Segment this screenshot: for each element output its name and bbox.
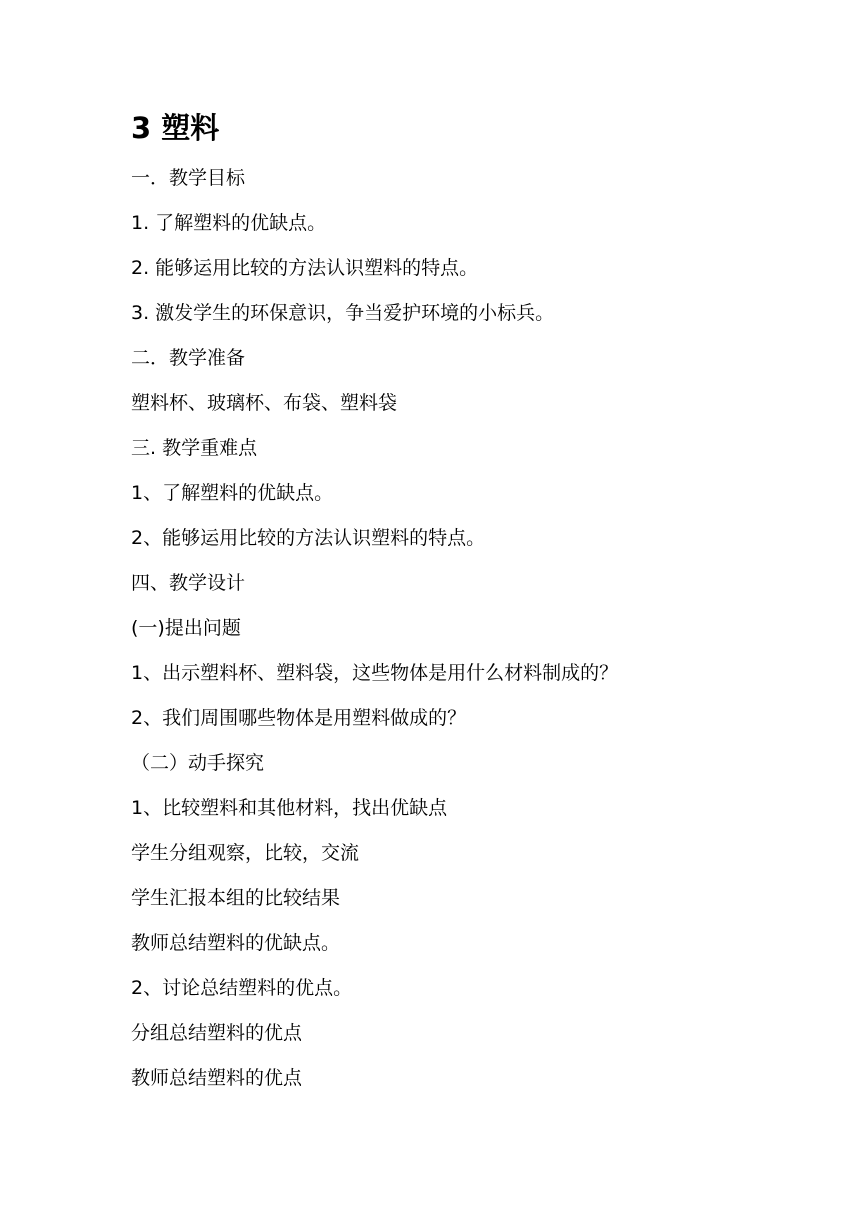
question-item: 1、出示塑料杯、塑料袋，这些物体是用什么材料制成的？ [131, 662, 619, 684]
subsection-heading-questions: (一)提出问题 [131, 617, 241, 639]
exploration-step: 2、讨论总结塑料的优点。 [131, 977, 353, 999]
exploration-text: 学生分组观察，比较，交流 [131, 842, 360, 864]
exploration-text: 学生汇报本组的比较结果 [131, 887, 341, 909]
exploration-text: 分组总结塑料的优点 [131, 1022, 303, 1044]
objective-item: 2. 能够运用比较的方法认识塑料的特点。 [131, 257, 479, 279]
document-body [131, 108, 771, 1101]
key-point-item: 2、能够运用比较的方法认识塑料的特点。 [131, 527, 486, 549]
objective-item: 3. 激发学生的环保意识，争当爱护环境的小标兵。 [131, 302, 555, 324]
exploration-text: 教师总结塑料的优点 [131, 1067, 303, 1089]
section-heading-preparation: 二．教学准备 [131, 347, 246, 369]
question-item: 2、我们周围哪些物体是用塑料做成的？ [131, 707, 467, 729]
objective-item: 1. 了解塑料的优缺点。 [131, 212, 327, 234]
subsection-heading-exploration: （二）动手探究 [131, 752, 265, 774]
section-heading-objectives: 一．教学目标 [131, 167, 246, 189]
section-heading-key-points: 三. 教学重难点 [131, 437, 258, 459]
exploration-text: 教师总结塑料的优缺点。 [131, 932, 341, 954]
exploration-step: 1、比较塑料和其他材料，找出优缺点 [131, 797, 448, 819]
key-point-item: 1、了解塑料的优缺点。 [131, 482, 334, 504]
page-title: 3 塑料 [131, 111, 220, 145]
preparation-text: 塑料杯、玻璃杯、布袋、塑料袋 [131, 392, 398, 414]
section-heading-design: 四、教学设计 [131, 572, 246, 594]
